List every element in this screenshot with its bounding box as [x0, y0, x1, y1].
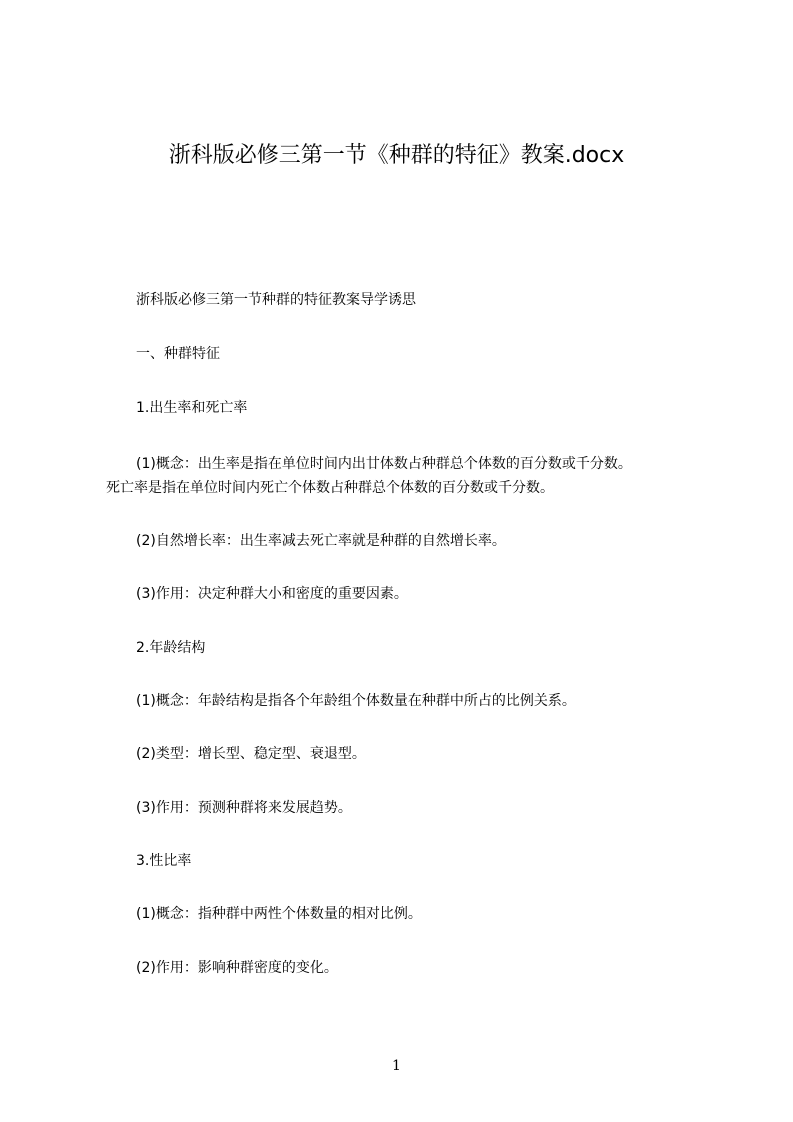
page-number: 1 — [392, 1058, 401, 1074]
paragraph-death-rate-concept — [106, 476, 706, 500]
paragraph-text: (3)作用：预测种群将来发展趋势。 — [136, 800, 352, 816]
paragraph-text: (2)作用：影响种群密度的变化。 — [136, 960, 338, 976]
paragraph-birth-rate-effect — [106, 582, 706, 606]
heading-section-1 — [106, 342, 706, 366]
paragraph-text: (2)自然增长率：出生率减去死亡率就是种群的自然增长率。 — [136, 533, 506, 549]
subheading-sex-ratio — [106, 849, 706, 873]
paragraph-age-structure-effect — [106, 796, 706, 820]
subheading-text: 3.性比率 — [136, 853, 192, 869]
paragraph-text: 浙科版必修三第一节种群的特征教案导学诱思 — [136, 292, 416, 308]
paragraph-text: (1)概念：年龄结构是指各个年龄组个体数量在种群中所占的比例关系。 — [136, 693, 576, 709]
paragraph-text: 死亡率是指在单位时间内死亡个体数占种群总个体数的百分数或千分数。 — [106, 480, 554, 496]
paragraph-text: (2)类型：增长型、稳定型、衰退型。 — [136, 746, 366, 762]
subheading-text: 1.出生率和死亡率 — [136, 400, 248, 416]
paragraph-intro — [106, 288, 706, 312]
paragraph-age-structure-types — [106, 742, 706, 766]
paragraph-age-structure-concept — [106, 689, 706, 713]
subheading-birth-death-rate — [106, 396, 706, 420]
paragraph-text: (1)概念：指种群中两性个体数量的相对比例。 — [136, 906, 422, 922]
paragraph-sex-ratio-effect — [106, 956, 706, 980]
document-title: 浙科版必修三第一节《种群的特征》教案.docx — [168, 143, 625, 168]
paragraph-natural-growth-rate — [106, 529, 706, 553]
subheading-age-structure — [106, 636, 706, 660]
paragraph-sex-ratio-concept — [106, 902, 706, 926]
paragraph-birth-rate-concept — [106, 452, 706, 476]
subheading-text: 2.年龄结构 — [136, 640, 206, 656]
paragraph-text: (3)作用：决定种群大小和密度的重要因素。 — [136, 586, 408, 602]
heading-text: 一、种群特征 — [136, 346, 220, 362]
paragraph-text: (1)概念：出生率是指在单位时间内出廿体数占种群总个体数的百分数或千分数。 — [136, 456, 632, 472]
